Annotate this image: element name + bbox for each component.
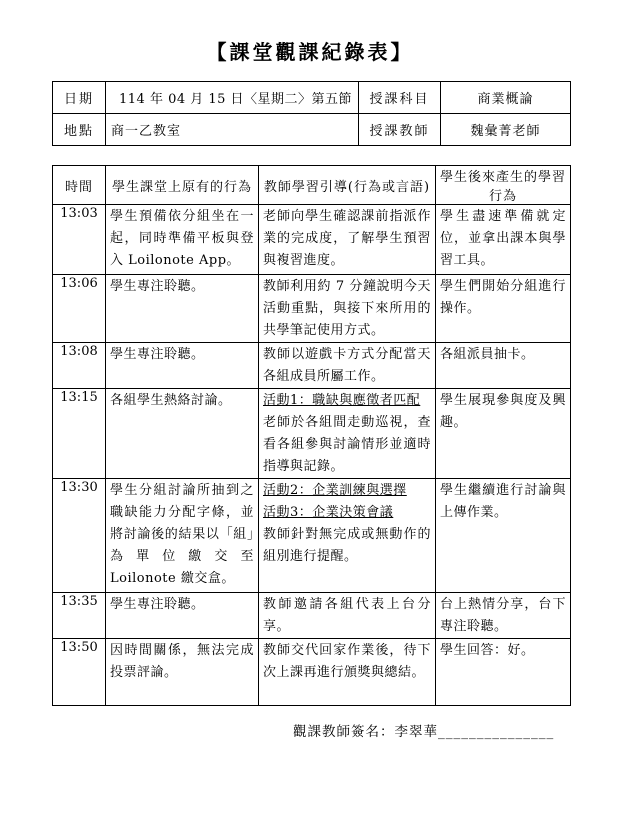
observation-table [52,165,571,706]
teacher-label: 授課教師 [359,114,441,146]
signature-name: 李翠華 [394,724,438,740]
student-before-cell: 學生專注聆聽。 [106,593,259,639]
teacher-guidance-cell: 教師交代回家作業後，待下次上課再進行頒獎與總結。 [259,639,436,706]
observation-row [53,639,571,706]
activity-title: 活動3：企業決策會議 [263,505,394,520]
class-info-table [52,81,571,146]
subject-value: 商業概論 [441,82,571,114]
col-header-teacher-guidance: 教師學習引導(行為或言語) [259,166,436,205]
observer-signature [293,720,554,740]
teacher-guidance-cell: 老師向學生確認課前指派作業的完成度，了解學生預習與複習進度。 [259,205,436,275]
student-before-cell: 學生預備依分組坐在一起，同時準備平板與登入 Loilonote App。 [106,205,259,275]
observation-row [53,343,571,389]
time-cell: 13:15 [53,389,106,479]
place-value: 商一乙教室 [106,114,359,146]
time-cell: 13:35 [53,593,106,639]
student-before-cell: 學生專注聆聽。 [106,343,259,389]
observation-row [53,275,571,343]
col-header-time: 時間 [53,166,106,205]
info-row-date [53,82,571,114]
student-after-cell: 學生們開始分組進行操作。 [436,275,571,343]
observation-row [53,479,571,593]
activity-title: 活動1：職缺與應徵者匹配 [263,393,421,408]
student-after-cell: 各組派員抽卡。 [436,343,571,389]
student-after-cell: 台上熱情分享，台下專注聆聽。 [436,593,571,639]
student-before-cell: 學生分組討論所抽到之職缺能力分配字條，並將討論後的結果以「組」為單位繳交至 Loilonote 繳交盒。 [106,479,259,593]
teacher-guidance-text: 老師於各組間走動巡視，查看各組參與討論情形並適時指導與記錄。 [263,415,431,474]
time-cell: 13:06 [53,275,106,343]
student-before-cell: 學生專注聆聽。 [106,275,259,343]
observation-row [53,593,571,639]
col-header-student-after: 學生後來產生的學習行為 [436,166,571,205]
student-after-cell: 學生繼續進行討論與上傳作業。 [436,479,571,593]
student-after-cell: 學生盡速準備就定位，並拿出課本與學習工具。 [436,205,571,275]
place-label: 地點 [53,114,106,146]
info-row-place [53,114,571,146]
col-header-student-before: 學生課堂上原有的行為 [106,166,259,205]
activity-title: 活動2：企業訓練與選擇 [263,483,407,498]
student-after-cell: 學生回答：好。 [436,639,571,706]
teacher-guidance-cell: 教師以遊戲卡方式分配當天各組成員所屬工作。 [259,343,436,389]
teacher-guidance-cell: 教師利用約 7 分鐘說明今天活動重點，與接下來所用的共學筆記使用方式。 [259,275,436,343]
time-cell: 13:03 [53,205,106,275]
teacher-guidance-cell: 教師邀請各組代表上台分享。 [259,593,436,639]
signature-label: 觀課教師簽名： [293,724,395,740]
teacher-value: 魏彙菁老師 [441,114,571,146]
student-after-cell: 學生展現參與度及興趣。 [436,389,571,479]
subject-label: 授課科目 [359,82,441,114]
observation-row [53,205,571,275]
page-title: 【課堂觀課紀錄表】 [206,40,414,64]
signature-line: _______________ [438,724,555,740]
teacher-guidance-text: 教師針對無完成或無動作的組別進行提醒。 [263,527,431,564]
observation-row [53,389,571,479]
teacher-guidance-cell [259,479,436,593]
student-before-cell: 各組學生熱絡討論。 [106,389,259,479]
time-cell: 13:08 [53,343,106,389]
observation-header-row [53,166,571,205]
student-before-cell: 因時間關係，無法完成投票評論。 [106,639,259,706]
time-cell: 13:30 [53,479,106,593]
time-cell: 13:50 [53,639,106,706]
teacher-guidance-cell [259,389,436,479]
date-value: 114 年 04 月 15 日〈星期二〉第五節 [106,82,359,114]
date-label: 日期 [53,82,106,114]
